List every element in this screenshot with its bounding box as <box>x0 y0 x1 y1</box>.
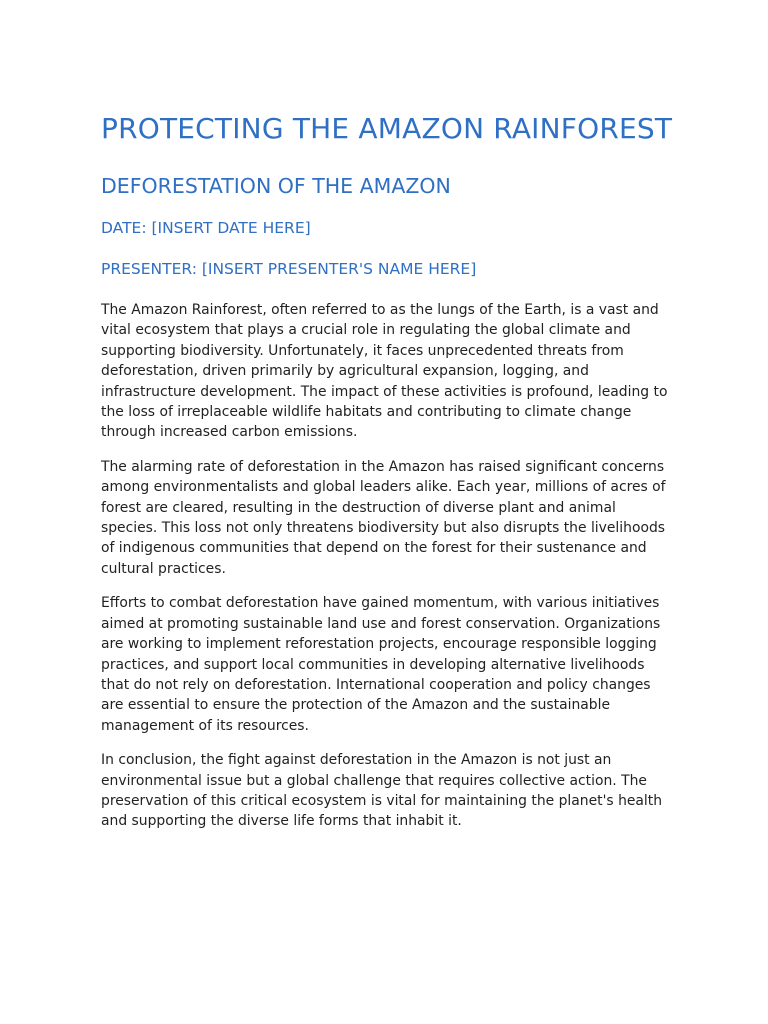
date-line: DATE: [INSERT DATE HERE] <box>101 219 311 237</box>
body-paragraph-deforestation-rate: The alarming rate of deforestation in the Amazon has raised significant concerns among environmentalists and global leaders alike. Each year, millions of acres of forest are cleared, resulting in the destruction of diverse plant and animal species. This loss not only threatens biodiversity but also disrupts the livelihoods of indigenous communities that depend on the forest for their sustenance and cultural practices. <box>101 458 666 577</box>
document-title: PROTECTING THE AMAZON RAINFOREST <box>101 112 673 145</box>
body-paragraph-conclusion: In conclusion, the fight against deforestation in the Amazon is not just an environmental issue but a global challenge that requires collective action. The preservation of this critical ecosystem is vital for maintaining the planet's health and supporting the diverse life forms that inhabit it. <box>101 752 663 830</box>
body-paragraph-intro: The Amazon Rainforest, often referred to as the lungs of the Earth, is a vast and vital ecosystem that plays a crucial role in regulating the global climate and supporting biodiversity. Unfortunately, it faces unprecedented threats from deforestation, driven primarily by agricultural expansion, logging, and infrastructure development. The impact of these activities is profound, leading to the loss of irreplaceable wildlife habitats and contributing to climate change through increased carbon emissions. <box>101 302 668 441</box>
body-paragraph-efforts: Efforts to combat deforestation have gained momentum, with various initiatives aimed at promoting sustainable land use and forest conservation. Organizations are working to implement reforestation projects, encourage responsible logging practices, and support local communities in developing alternative livelihoods that do not rely on deforestation. International cooperation and policy changes are essential to ensure the protection of the Amazon and the sustainable management of its resources. <box>101 595 661 734</box>
presenter-line: PRESENTER: [INSERT PRESENTER'S NAME HERE] <box>101 260 477 278</box>
document-page <box>101 108 673 832</box>
document-subtitle: DEFORESTATION OF THE AMAZON <box>101 174 451 198</box>
